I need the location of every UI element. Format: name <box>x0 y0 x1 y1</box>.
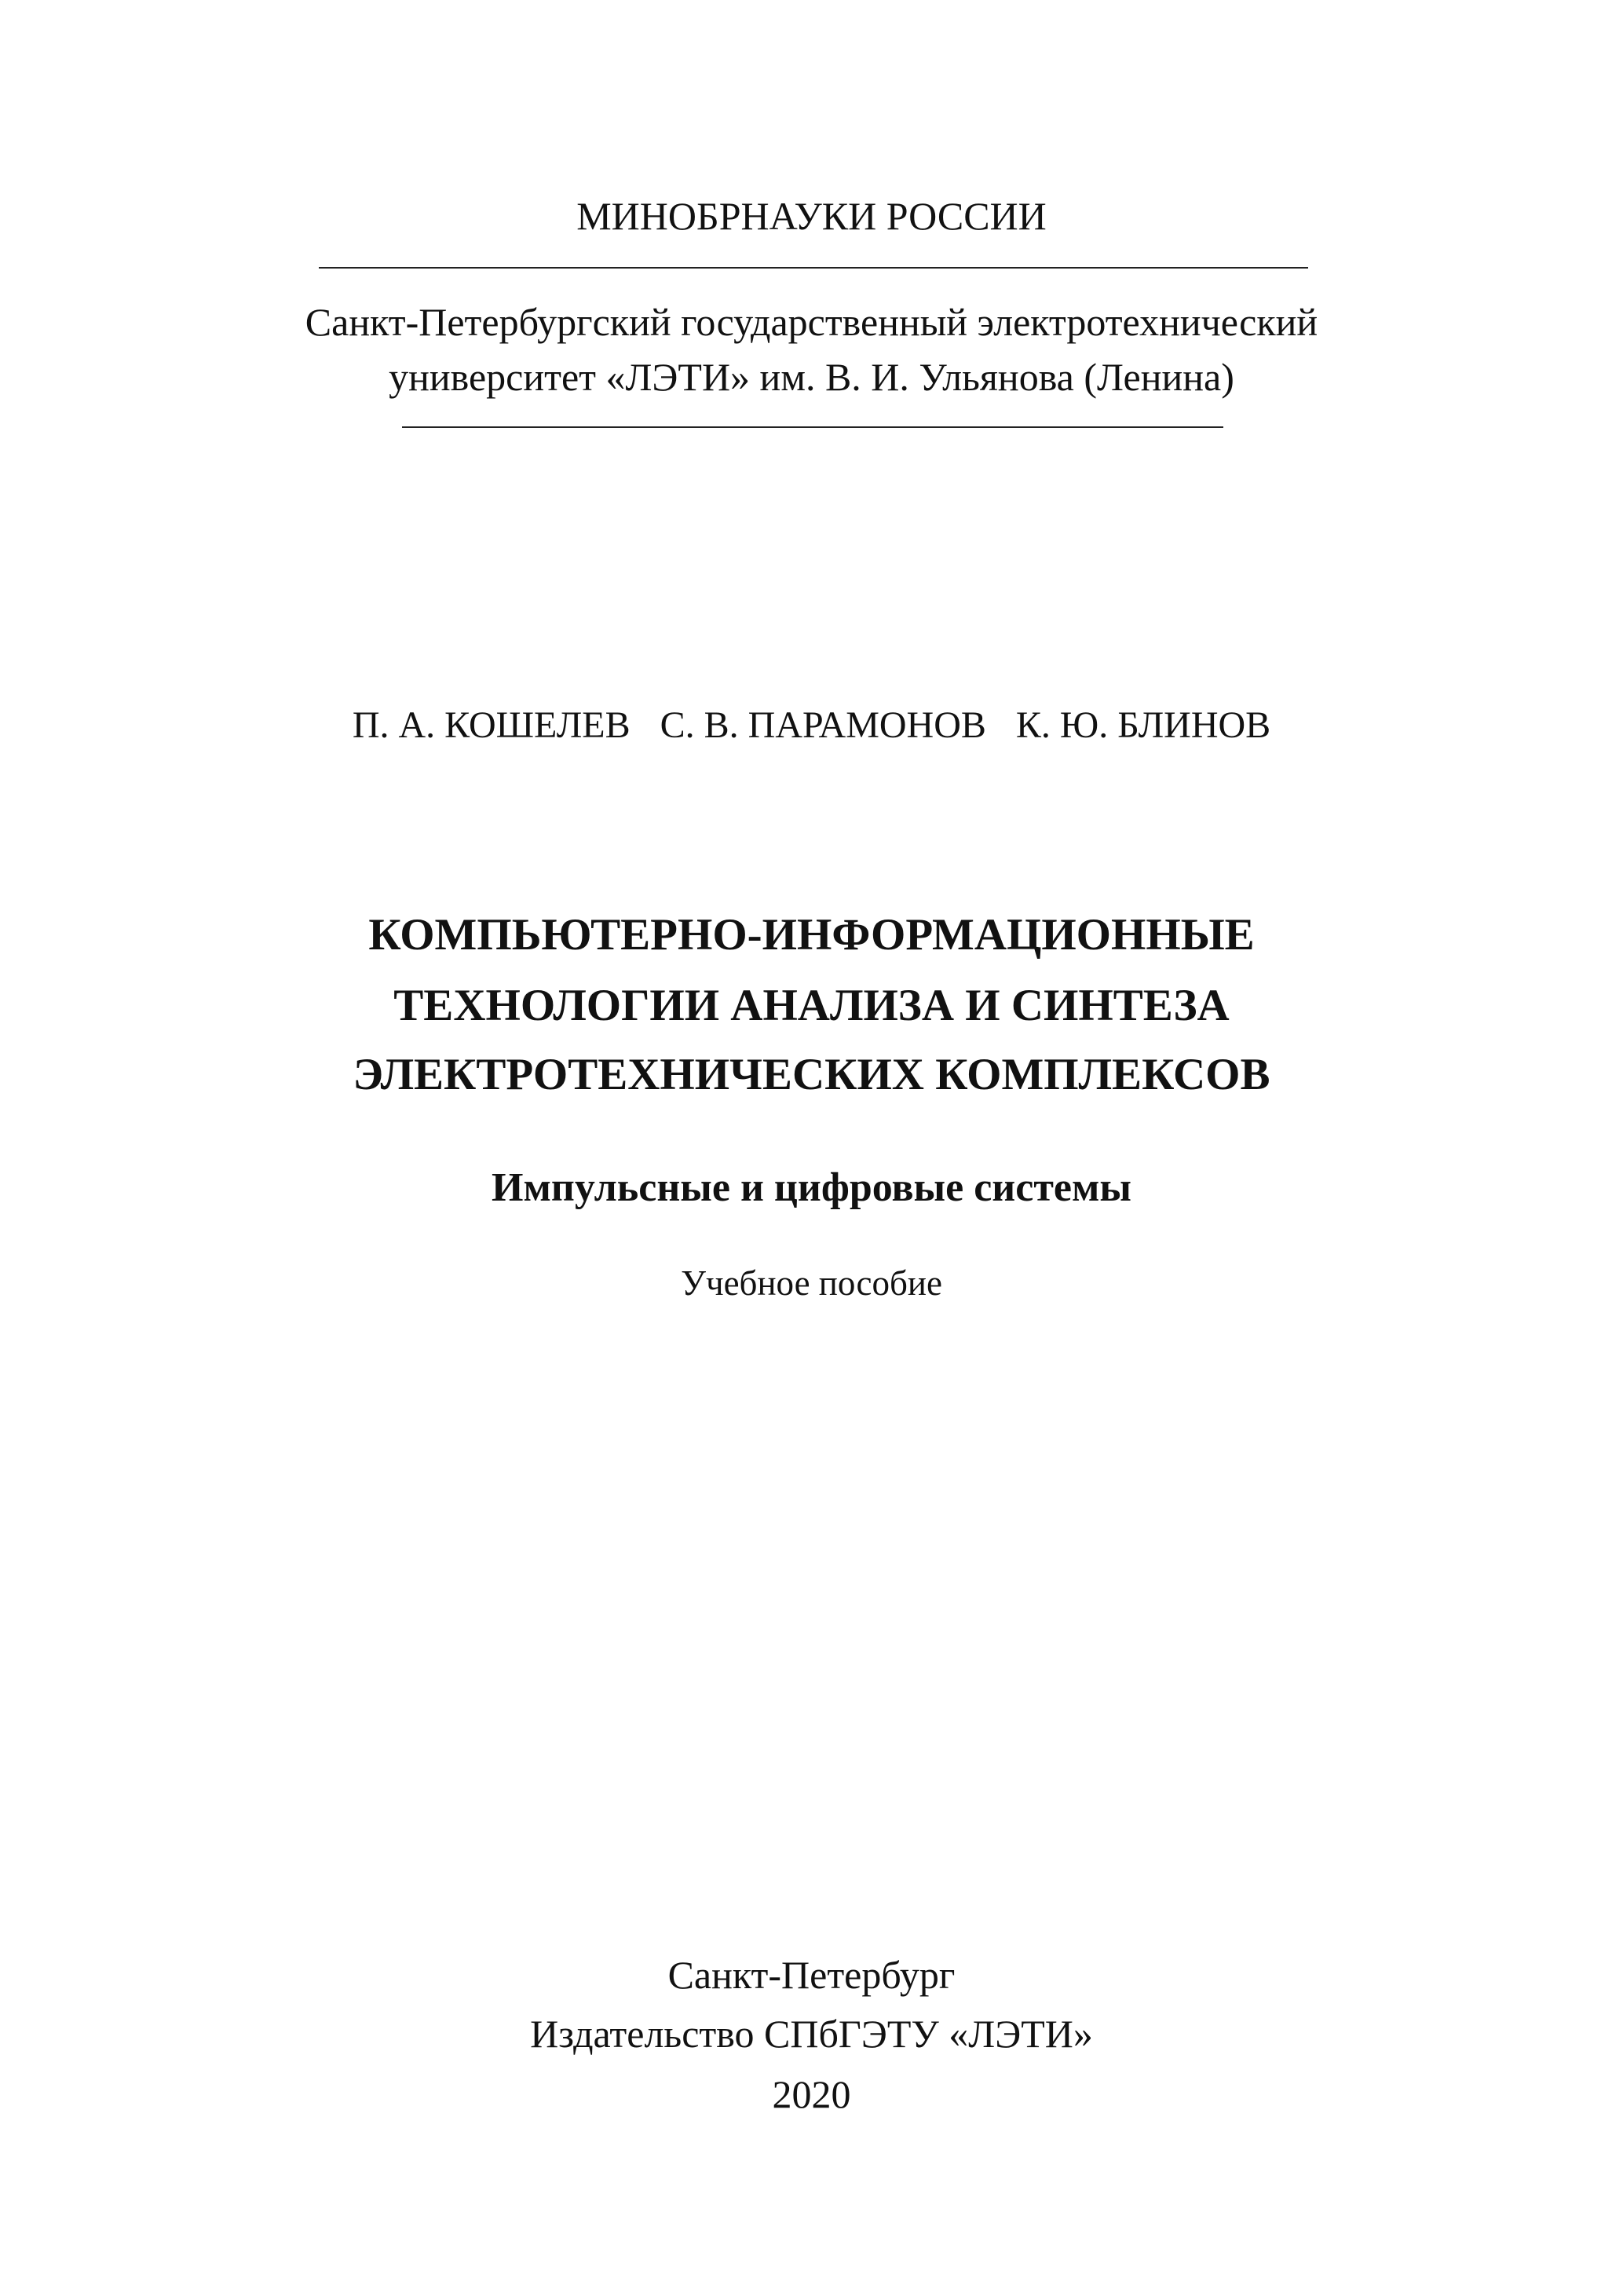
publication-kind: Учебное пособие <box>681 1263 942 1303</box>
university-name-line-1: Санкт-Петербургский государственный электротехнический <box>305 300 1318 344</box>
book-title-line-3: ЭЛЕКТРОТЕХНИЧЕСКИХ КОМПЛЕКСОВ <box>353 1050 1270 1099</box>
book-subtitle: Импульсные и цифровые системы <box>492 1165 1131 1210</box>
authors-list <box>0 704 1623 746</box>
imprint-year: 2020 <box>772 2072 851 2116</box>
ministry-name: МИНОБРНАУКИ РОССИИ <box>576 194 1047 238</box>
university-name-line-2: университет «ЛЭТИ» им. В. И. Ульянова (Ленина) <box>389 355 1234 399</box>
imprint-city: Санкт-Петербург <box>667 1953 956 1997</box>
author-name: П. А. КОШЕЛЕВ <box>352 704 631 746</box>
author-name: К. Ю. БЛИНОВ <box>1015 704 1271 746</box>
header-divider-top <box>319 267 1308 269</box>
imprint-publisher: Издательство СПбГЭТУ «ЛЭТИ» <box>530 2012 1093 2056</box>
header-divider-bottom <box>402 426 1223 428</box>
author-name: С. В. ПАРАМОНОВ <box>660 704 986 746</box>
book-title-line-1: КОМПЬЮТЕРНО-ИНФОРМАЦИОННЫЕ <box>368 910 1255 960</box>
book-title-line-2: ТЕХНОЛОГИИ АНАЛИЗА И СИНТЕЗА <box>393 981 1230 1030</box>
